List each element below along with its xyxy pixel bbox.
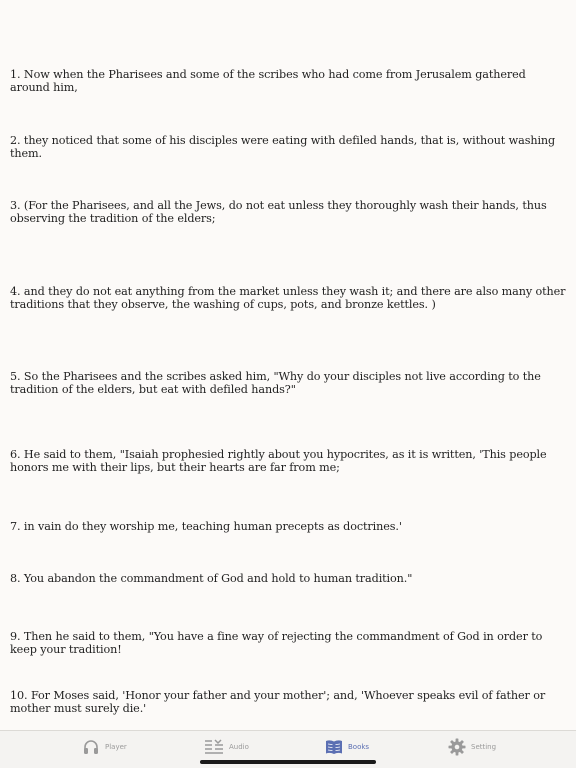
home-indicator[interactable] xyxy=(200,760,376,764)
gear-icon xyxy=(448,738,466,756)
tab-audio[interactable] xyxy=(204,737,249,757)
audio-list-icon xyxy=(204,739,224,755)
book-icon xyxy=(325,739,343,755)
verse-9[interactable]: 9. Then he said to them, "You have a fine way of rejecting the commandment of God in order to keep your tradition! xyxy=(10,630,543,656)
tab-books-label: Books xyxy=(348,743,370,751)
verse-4[interactable]: 4. and they do not eat anything from the market unless they wash it; and there are also many other traditions that they observe, the washing of cups, pots, and bronze kettles. ) xyxy=(10,285,566,311)
verse-2[interactable]: 2. they noticed that some of his disciples were eating with defiled hands, that is, without washing them. xyxy=(10,134,556,160)
verse-10[interactable]: 10. For Moses said, 'Honor your father and your mother'; and, 'Whoever speaks evil of father or mother must surely die.' xyxy=(10,689,546,715)
verse-3[interactable]: 3. (For the Pharisees, and all the Jews, do not eat unless they thoroughly wash their hands, thus observing the tradition of the elders; xyxy=(10,199,547,225)
tab-books[interactable] xyxy=(325,737,369,757)
verse-1[interactable]: 1. Now when the Pharisees and some of the scribes who had come from Jerusalem gathered around him, xyxy=(10,68,526,94)
tab-setting-label: Setting xyxy=(471,743,497,751)
tab-audio-label: Audio xyxy=(229,743,249,751)
tab-player[interactable] xyxy=(82,737,127,757)
verse-8[interactable]: 8. You abandon the commandment of God and hold to human tradition." xyxy=(10,572,413,585)
tab-setting[interactable] xyxy=(448,737,496,757)
headphones-icon xyxy=(82,738,100,756)
tab-player-label: Player xyxy=(105,743,127,751)
verse-5[interactable]: 5. So the Pharisees and the scribes asked him, "Why do your disciples not live according to the tradition of the elders, but eat with defiled hands?" xyxy=(10,370,541,396)
verse-7[interactable]: 7. in vain do they worship me, teaching human precepts as doctrines.' xyxy=(10,520,402,533)
verse-6[interactable]: 6. He said to them, "Isaiah prophesied rightly about you hypocrites, as it is written, 'This people honors me with their lips, but their hearts are far from me; xyxy=(10,448,547,474)
